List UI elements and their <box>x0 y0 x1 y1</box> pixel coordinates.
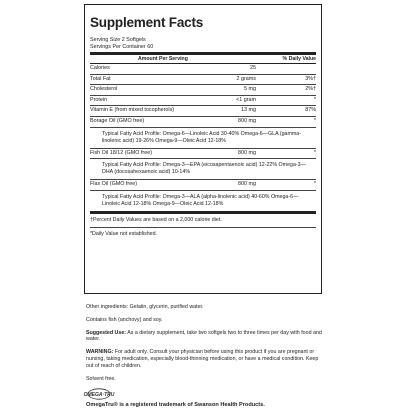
nutrient-row <box>90 180 316 191</box>
nutrient-amount: 2 grams <box>236 75 256 82</box>
omegatru-logo <box>83 388 115 402</box>
warning <box>86 349 322 369</box>
fish-fatty-acid-profile: Typical Fatty Acid Profile: Omega-3—EPA (eicosapentaenoic acid) 12-22% Omega-3—DHA (docosahexaenoic acid) 10-14% <box>90 159 316 180</box>
panel-title: Supplement Facts <box>90 15 204 30</box>
nutrient-row <box>90 149 316 160</box>
other-ingredients: Other ingredients: Gelatin, glycerin, purified water. <box>86 304 204 310</box>
nutrient-name: Flax Oil (GMO free) <box>90 181 138 188</box>
nutrient-dv: * <box>313 117 316 124</box>
table-header <box>90 55 316 64</box>
nutrient-name: Total Fat <box>90 75 111 82</box>
header-daily-value: % Daily Value <box>282 56 316 62</box>
nutrient-name: Fish Oil 18/12 (GMO free) <box>90 149 153 156</box>
nutrient-name: Borage Oil (GMO free) <box>90 117 145 124</box>
nutrient-dv: 87% <box>305 107 316 114</box>
header-amount: Amount Per Serving <box>138 56 188 62</box>
servings-per-container: Servings Per Container 60 <box>90 44 154 50</box>
footnote-dv-not-established: *Daily Value not established. <box>90 230 158 237</box>
nutrient-row <box>90 85 316 96</box>
nutrient-amount: <1 gram <box>236 96 256 103</box>
trademark-row <box>83 388 322 402</box>
nutrient-row <box>90 96 316 107</box>
nutrient-row <box>90 106 316 117</box>
nutrient-name: Protein <box>90 96 108 103</box>
nutrient-amount: 800 mg <box>238 149 256 156</box>
supplement-facts-panel <box>84 4 322 294</box>
nutrient-row <box>90 64 316 75</box>
nutrient-amount: 13 mg <box>241 107 256 114</box>
omegatru-logo-icon <box>83 388 115 402</box>
nutrient-row <box>90 75 316 86</box>
nutrient-name: Cholesterol <box>90 86 118 93</box>
nutrient-dv: 3%† <box>305 75 316 82</box>
nutrient-name: Vitamin E (from mixed tocopherols) <box>90 107 175 114</box>
nutrient-dv: 2%† <box>305 86 316 93</box>
flax-fatty-acid-profile: Typical Fatty Acid Profile: Omega-3—ALA (alpha-linolenic acid) 40-60% Omega-6—Linoleic Acid 12-18% Omega-9—Oleic Acid 12-18% <box>90 191 316 214</box>
label-text-block <box>83 304 322 409</box>
warning-label: WARNING: <box>86 349 114 356</box>
suggested-use <box>86 330 322 344</box>
nutrient-amount: 800 mg <box>238 117 256 124</box>
nutrient-amount: 800 mg <box>238 181 256 188</box>
trademark-notice: OmegaTru® is a registered trademark of Swanson Health Products. <box>86 402 265 409</box>
nutrient-amount: 25 <box>250 65 256 71</box>
warning-text: For adult only. Consult your physician before using this product if you are pregnant or nursing, taking medication, especially blood-thinning medication, or have a medical condition. Keep out of reach of children. <box>86 349 319 369</box>
suggested-use-label: Suggested Use: <box>86 329 127 336</box>
footnote-percent-dv: †Percent Daily Values are based on a 2,000 calorie diet. <box>90 214 316 228</box>
nutrient-dv: * <box>313 149 316 156</box>
borage-fatty-acid-profile: Typical Fatty Acid Profile: Omega-6—Linoleic Acid 30-40% Omega-6—GLA (gamma-linolenic acid) 19-26% Omega-9—Oleic Acid 12-18% <box>90 128 316 149</box>
nutrient-amount: 5 mg <box>244 86 256 93</box>
suggested-use-text: As a dietary supplement, take two softgels two to three times per day with food and water. <box>86 329 322 343</box>
solvent-free: Solvent free. <box>86 375 116 382</box>
nutrient-name: Calories <box>90 65 110 71</box>
serving-size: Serving Size 2 Softgels <box>90 37 146 43</box>
nutrient-dv: * <box>313 181 316 188</box>
nutrient-row <box>90 117 316 128</box>
nutrient-dv <box>286 64 316 74</box>
nutrient-dv: * <box>313 96 316 103</box>
allergen-statement: Contains fish (anchovy) and soy. <box>86 316 163 323</box>
svg-text:OMEGA·TRU: OMEGA·TRU <box>83 392 115 399</box>
